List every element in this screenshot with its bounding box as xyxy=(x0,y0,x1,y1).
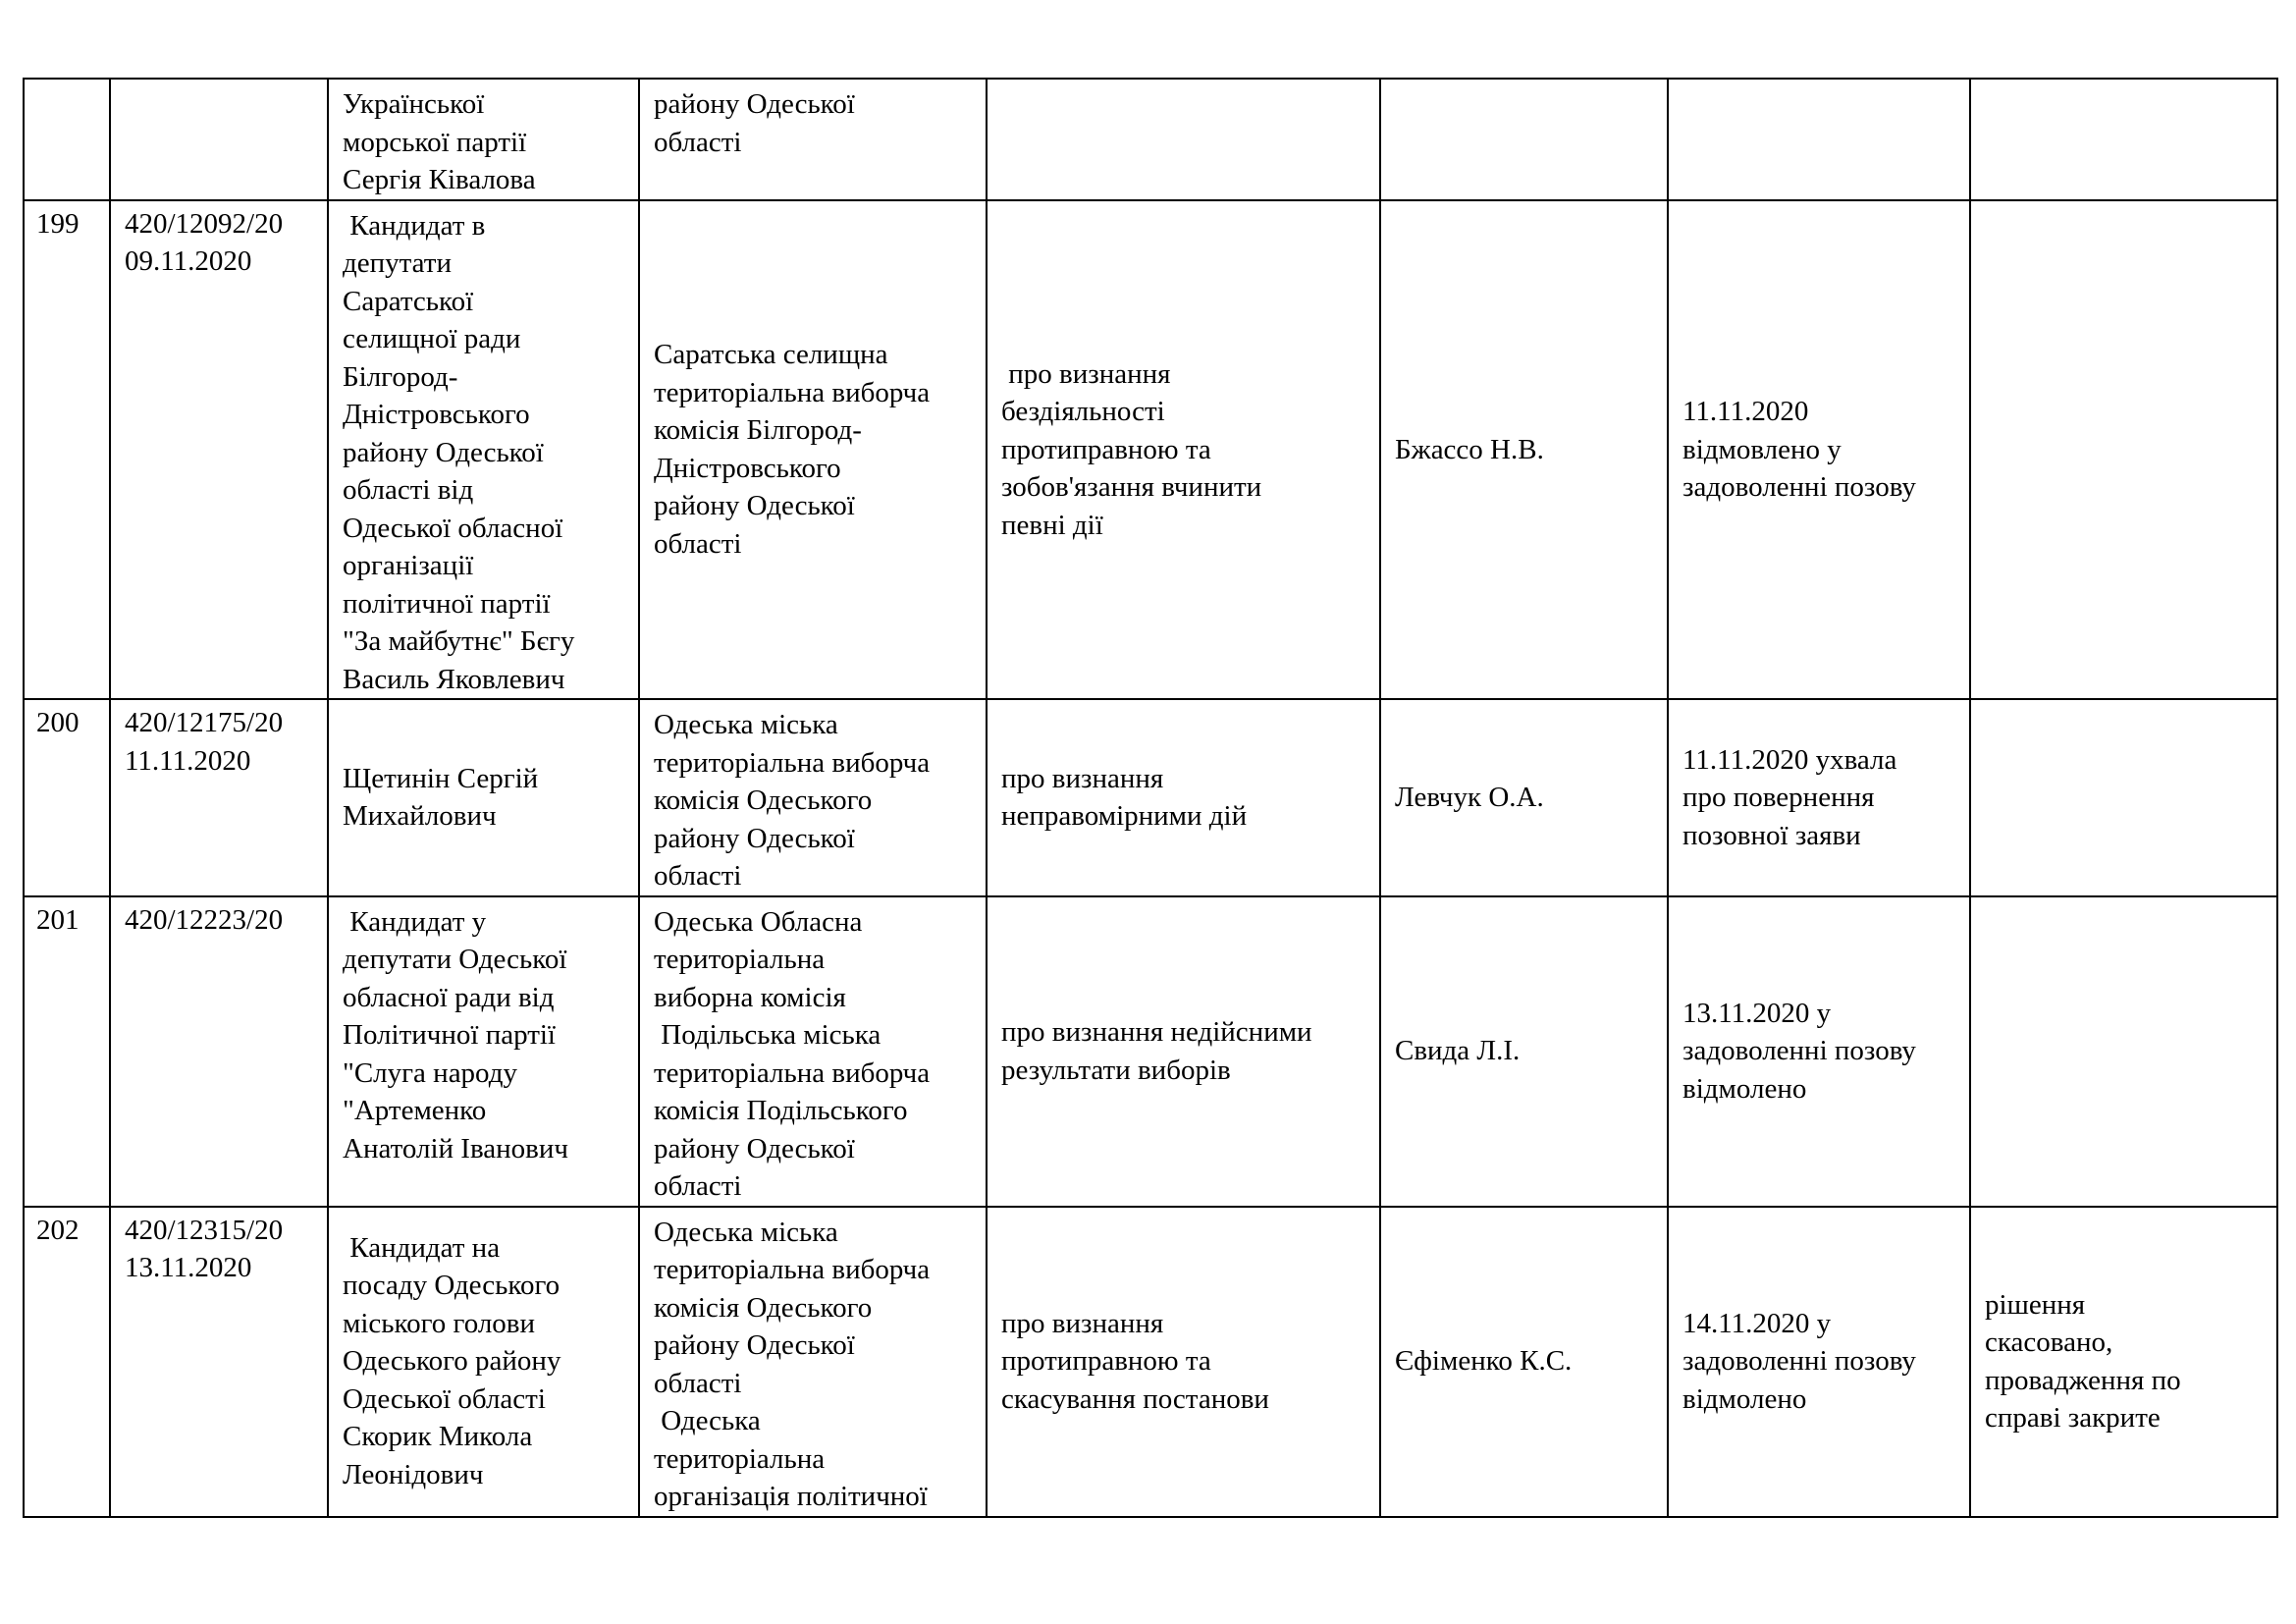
defendant-line: організація політичної xyxy=(654,1481,928,1512)
table-body xyxy=(24,79,2277,1517)
cell-number xyxy=(24,896,110,1207)
defendant-line: області xyxy=(654,1367,742,1399)
defendant-line: територіальна виборча xyxy=(654,376,931,408)
judge-name: Єфіменко К.С. xyxy=(1395,1345,1573,1378)
cell-case xyxy=(110,1207,328,1517)
case-number: 420/12223/20 xyxy=(125,903,284,936)
plaintiff-line: Щетинін Сергій xyxy=(343,762,539,794)
cell-judge xyxy=(1380,896,1668,1207)
plaintiff-line: "За майбутнє" Бєгу xyxy=(343,625,575,657)
defendant-line: району Одеської xyxy=(654,490,855,522)
case-date: 11.11.2020 xyxy=(125,744,251,777)
plaintiff-line: Кандидат у xyxy=(343,905,487,938)
judge-name: Левчук О.А. xyxy=(1395,782,1544,813)
plaintiff-line: "Артеменко xyxy=(343,1095,487,1126)
defendant-line: комісія Білгород- xyxy=(654,414,862,447)
plaintiff-line: політичної партії xyxy=(343,587,551,620)
cell-note xyxy=(1970,79,2277,200)
plaintiff-line: Одеської обласної xyxy=(343,512,563,544)
cell-plaintiff xyxy=(328,200,639,700)
cell-note xyxy=(1970,1207,2277,1517)
cell-plaintiff xyxy=(328,699,639,896)
plaintiff-line: Кандидат на xyxy=(343,1231,501,1264)
subject-line: про визнання xyxy=(1001,762,1164,794)
plaintiff-line: Білгород- xyxy=(343,360,458,393)
judge-name: Свида Л.І. xyxy=(1395,1035,1521,1067)
result-line: 11.11.2020 ухвала xyxy=(1682,743,1897,776)
cell-number xyxy=(24,1207,110,1517)
plaintiff-line: селищної ради xyxy=(343,323,521,354)
note-line: справі закрите xyxy=(1985,1402,2161,1434)
defendant-line: територіальна xyxy=(654,944,826,975)
table-row xyxy=(24,200,2277,700)
result-line: відмовлено у xyxy=(1682,433,1842,465)
defendant-line: району Одеської xyxy=(654,88,855,120)
judge-name: Бжассо Н.В. xyxy=(1395,433,1544,465)
defendant-line: територіальна виборча xyxy=(654,1254,931,1285)
plaintiff-line: області від xyxy=(343,474,474,506)
subject-line: скасування постанови xyxy=(1001,1382,1269,1415)
plaintiff-line: Анатолій Іванович xyxy=(343,1132,568,1164)
cell-case xyxy=(110,699,328,896)
cell-case xyxy=(110,79,328,200)
defendant-line: області xyxy=(654,860,742,892)
result-line: 13.11.2020 у xyxy=(1682,997,1832,1029)
cell-judge xyxy=(1380,79,1668,200)
cell-judge xyxy=(1380,1207,1668,1517)
cell-number xyxy=(24,200,110,700)
row-number: 201 xyxy=(36,903,80,936)
row-number: 202 xyxy=(36,1214,80,1246)
cell-subject xyxy=(987,200,1380,700)
subject-line: зобов'язання вчинити xyxy=(1001,471,1262,503)
cell-subject xyxy=(987,896,1380,1207)
cell-defendant xyxy=(639,79,987,200)
cell-result xyxy=(1668,200,1970,700)
cell-case xyxy=(110,200,328,700)
row-number: 200 xyxy=(36,707,80,738)
defendant-line: територіальна виборча xyxy=(654,746,931,779)
table-row xyxy=(24,1207,2277,1517)
defendant-line: територіальна виборча xyxy=(654,1056,931,1089)
note-line: рішення xyxy=(1985,1288,2086,1321)
case-date: 13.11.2020 xyxy=(125,1252,252,1283)
plaintiff-line: району Одеської xyxy=(343,436,544,468)
defendant-line: Одеська міська xyxy=(654,1216,838,1248)
cell-defendant xyxy=(639,699,987,896)
defendant-line: області xyxy=(654,126,742,158)
defendant-line: району Одеської xyxy=(654,1329,855,1361)
case-number: 420/12315/20 xyxy=(125,1214,284,1246)
result-line: задоволенні позову xyxy=(1682,1345,1916,1378)
result-line: про повернення xyxy=(1682,782,1875,813)
court-cases-table xyxy=(23,78,2278,1518)
plaintiff-line: Одеського району xyxy=(343,1345,561,1378)
subject-line: про визнання недійсними xyxy=(1001,1016,1312,1048)
defendant-line: Одеська xyxy=(654,1405,761,1436)
table-row xyxy=(24,699,2277,896)
result-line: відмолено xyxy=(1682,1382,1807,1415)
cell-judge xyxy=(1380,699,1668,896)
cell-note xyxy=(1970,896,2277,1207)
defendant-line: Одеська Обласна xyxy=(654,905,863,938)
table-row xyxy=(24,79,2277,200)
subject-line: результати виборів xyxy=(1001,1054,1231,1086)
cell-defendant xyxy=(639,1207,987,1517)
cell-result xyxy=(1668,896,1970,1207)
cell-note xyxy=(1970,200,2277,700)
result-line: 14.11.2020 у xyxy=(1682,1307,1832,1339)
cell-judge xyxy=(1380,200,1668,700)
subject-line: про визнання xyxy=(1001,1307,1164,1339)
plaintiff-line: Дністровського xyxy=(343,399,530,430)
cell-defendant xyxy=(639,896,987,1207)
case-number: 420/12175/20 xyxy=(125,707,284,738)
result-line: відмолено xyxy=(1682,1072,1807,1105)
plaintiff-line: "Слуга народу xyxy=(343,1056,517,1089)
subject-line: протиправною та xyxy=(1001,433,1211,465)
plaintiff-line: Василь Яковлевич xyxy=(343,663,565,695)
subject-line: бездіяльності xyxy=(1001,396,1165,427)
result-line: задоволенні позову xyxy=(1682,471,1916,503)
cell-defendant xyxy=(639,200,987,700)
plaintiff-line: Скорик Микола xyxy=(343,1421,533,1453)
cell-subject xyxy=(987,79,1380,200)
cell-subject xyxy=(987,699,1380,896)
defendant-line: району Одеської xyxy=(654,1132,855,1164)
row-number: 199 xyxy=(36,207,80,240)
note-line: провадження по xyxy=(1985,1364,2181,1396)
plaintiff-line: Кандидат в xyxy=(343,209,486,242)
case-number: 420/12092/20 xyxy=(125,207,284,240)
plaintiff-line: морської партії xyxy=(343,126,527,158)
cell-plaintiff xyxy=(328,79,639,200)
cell-subject xyxy=(987,1207,1380,1517)
defendant-line: комісія Подільського xyxy=(654,1095,908,1126)
defendant-line: територіальна xyxy=(654,1442,826,1475)
defendant-line: Одеська міська xyxy=(654,709,838,740)
plaintiff-line: міського голови xyxy=(343,1307,536,1339)
defendant-line: області xyxy=(654,1170,742,1202)
cell-plaintiff xyxy=(328,1207,639,1517)
result-line: позовної заяви xyxy=(1682,819,1861,851)
defendant-line: Саратська селищна xyxy=(654,339,888,371)
plaintiff-line: обласної ради від xyxy=(343,981,555,1013)
subject-line: про визнання xyxy=(1001,357,1171,390)
cell-case xyxy=(110,896,328,1207)
defendant-line: комісія Одеського xyxy=(654,785,873,816)
cell-number xyxy=(24,79,110,200)
cell-result xyxy=(1668,1207,1970,1517)
plaintiff-line: Саратської xyxy=(343,285,474,317)
plaintiff-line: Михайлович xyxy=(343,800,497,833)
defendant-line: Подільська міська xyxy=(654,1019,881,1051)
plaintiff-line: депутати xyxy=(343,247,452,279)
plaintiff-line: Одеської області xyxy=(343,1382,546,1415)
defendant-line: області xyxy=(654,527,742,560)
subject-line: певні дії xyxy=(1001,509,1103,541)
plaintiff-line: організації xyxy=(343,550,474,581)
plaintiff-line: Сергія Ківалова xyxy=(343,164,536,195)
plaintiff-line: посаду Одеського xyxy=(343,1270,561,1302)
defendant-line: Дністровського xyxy=(654,452,841,484)
plaintiff-line: депутати Одеської xyxy=(343,944,567,975)
plaintiff-line: Політичної партії xyxy=(343,1019,556,1051)
defendant-line: виборна комісія xyxy=(654,981,846,1013)
cell-number xyxy=(24,699,110,896)
defendant-line: комісія Одеського xyxy=(654,1291,873,1324)
plaintiff-line: Української xyxy=(343,88,485,120)
cell-plaintiff xyxy=(328,896,639,1207)
result-line: 11.11.2020 xyxy=(1682,396,1809,427)
plaintiff-line: Леонідович xyxy=(343,1458,484,1490)
case-date: 09.11.2020 xyxy=(125,245,252,277)
subject-line: неправомірними дій xyxy=(1001,800,1248,833)
cell-result xyxy=(1668,699,1970,896)
result-line: задоволенні позову xyxy=(1682,1035,1916,1067)
note-line: скасовано, xyxy=(1985,1326,2113,1358)
subject-line: протиправною та xyxy=(1001,1345,1211,1378)
defendant-line: району Одеської xyxy=(654,822,855,854)
cell-note xyxy=(1970,699,2277,896)
cell-result xyxy=(1668,79,1970,200)
table-row xyxy=(24,896,2277,1207)
